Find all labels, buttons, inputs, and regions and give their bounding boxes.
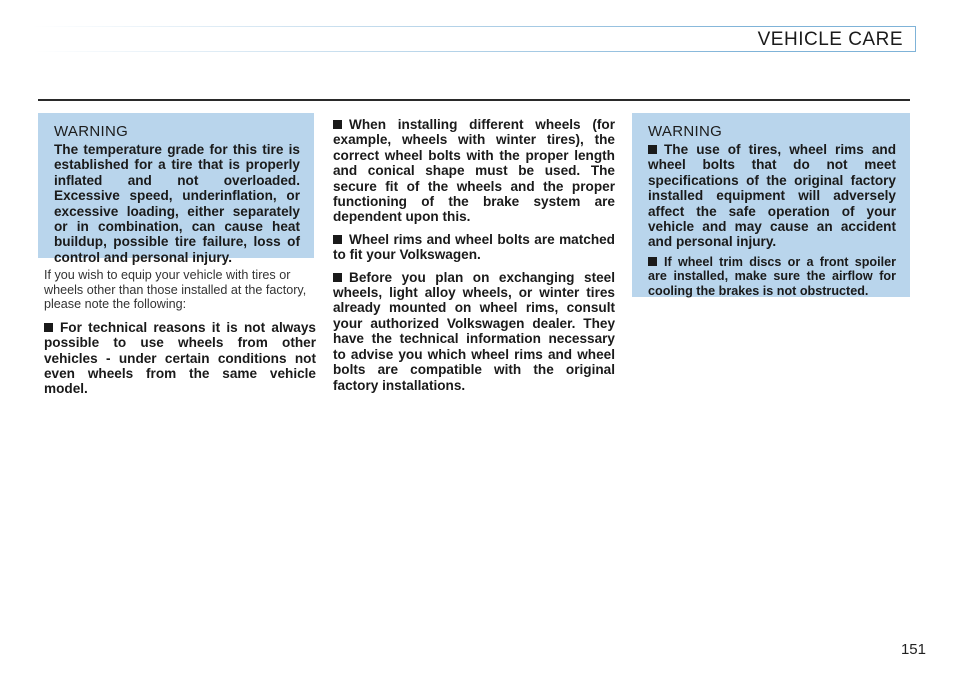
warning-box-right (632, 113, 910, 297)
page-number: 151 (900, 641, 926, 658)
warning-box-left (38, 113, 314, 265)
bullet-square-icon (333, 235, 342, 244)
list-item (44, 320, 316, 397)
list-item (333, 270, 615, 393)
intro-text: If you wish to equip your vehicle with tires or wheels other than those installed at the factory, please note the following: (44, 268, 307, 312)
list-item-text: For technical reasons it is not always possible to use wheels from other vehicles - under certain conditions not even wheels from the same vehicle model. (44, 319, 316, 397)
column-left (44, 268, 316, 404)
bullet-square-icon (648, 257, 657, 266)
column-middle (333, 117, 615, 400)
list-item-text: The use of tires, wheel rims and wheel bolts that do not meet specifications of the original factory installed equipment will adversely affect the safe operation of your vehicle and may cause an accident and personal injury. (648, 142, 896, 250)
divider-rule (38, 99, 910, 101)
warning-text: The temperature grade for this tire is established for a tire that is properly inflated and not overloaded. Excessive speed, underinflation, or excessive loading, either separately or in combination, can cause heat buildup, possible tire failure, loss of control and personal injury. (54, 142, 300, 265)
list-item-text: If wheel trim discs or a front spoiler are installed, make sure the airflow for cooling the brakes is not obstructed. (648, 254, 896, 299)
warning-title: WARNING (54, 123, 129, 140)
list-item (648, 142, 896, 250)
list-item-text: Before you plan on exchanging steel wheels, light alloy wheels, or winter tires already mounted on wheel rims, consult your authorized Volkswagen dealer. They have the technical information necessary to advise you which wheel rims and wheel bolts are compatible with the original factory installations. (333, 269, 615, 393)
list-item-text: Wheel rims and wheel bolts are matched to fit your Volkswagen. (333, 231, 615, 263)
section-title: VEHICLE CARE (757, 29, 903, 50)
bullet-square-icon (333, 120, 342, 129)
bullet-square-icon (44, 323, 53, 332)
bullet-square-icon (333, 273, 342, 282)
list-item (333, 232, 615, 263)
warning-title: WARNING (648, 123, 723, 140)
header-frame (33, 26, 916, 52)
list-item (648, 255, 896, 299)
bullet-square-icon (648, 145, 657, 154)
list-item-text: When installing different wheels (for example, wheels with winter tires), the correct wheel bolts with the proper length and conical shape must be used. The secure fit of the wheels and the proper functioning of the brake system are dependent upon this. (333, 117, 615, 225)
list-item (333, 117, 615, 225)
